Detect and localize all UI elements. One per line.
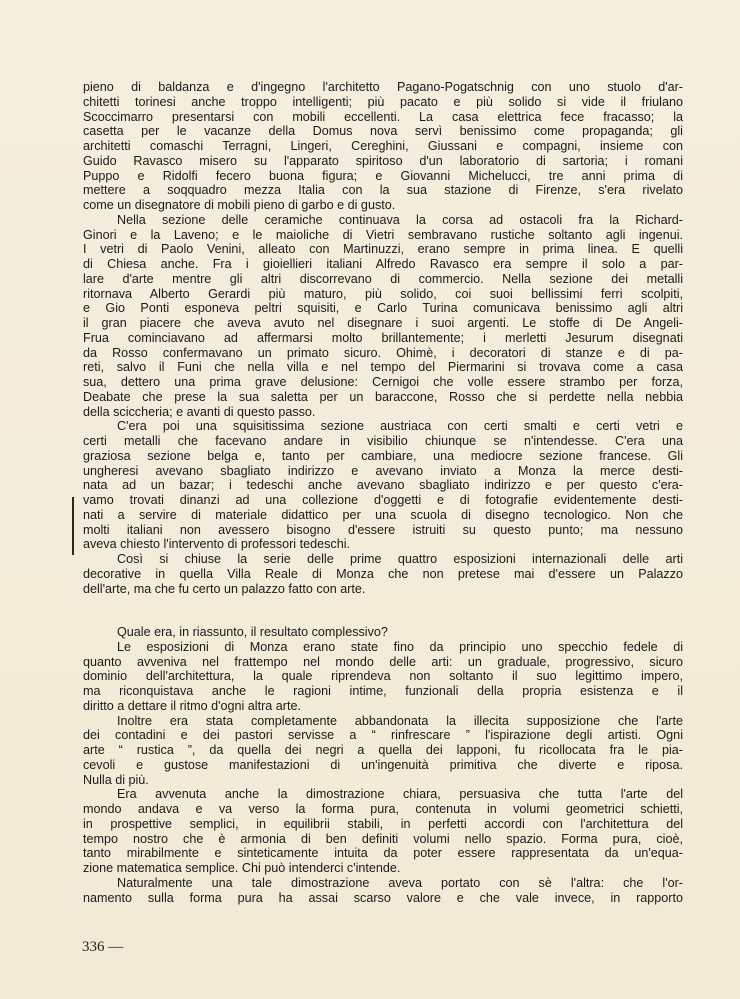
text-line: ungheresi avevano sbagliato indirizzo e avevano inviato a Monza la merce desti- (83, 463, 683, 478)
text-line: Puppo e Ridolfi fecero buona figura; e Giovanni Michelucci, tre anni prima di (83, 168, 683, 183)
text-line: Quale era, in riassunto, il resultato complessivo? (117, 625, 388, 639)
text-line: I vetri di Paolo Venini, alleato con Martinuzzi, erano sempre in prima linea. E quelli (83, 242, 683, 257)
text-line: arte “ rustica ”, da quella dei negri a quella dei lapponi, fu ricollocata fra le pia- (83, 743, 683, 757)
text-line: decorative in quella Villa Reale di Monza che non pretese mai d'essere un Palazzo (83, 566, 683, 581)
text-line: graziosa sezione belga e, tanto per cambiare, una mediocre sezione francese. Gli (83, 448, 683, 463)
text-line: Deabate che prese la sua saletta per un baraccone, Rosso che si perdette nella nebbia (83, 389, 683, 404)
text-line: nati a servire di materiale didattico per una scuola di disegno tecnologico. Non che (83, 507, 683, 522)
text-line: Scoccimarro presentarsi con mobili eccellenti. La casa elettrica fece fracasso; la (83, 109, 683, 124)
text-line: quanto avveniva nel frattempo nel mondo delle arti: un graduale, progressivo, sicuro (83, 654, 683, 669)
text-line: dei contadini e dei pastori servisse a “ rinfrescare ” l'ispirazione degli artisti. Ogni (83, 728, 683, 743)
text-line: mondo andava e va verso la forma pura, contenuta in volumi geometrici schietti, (83, 802, 683, 816)
text-line: Guido Ravasco misero su l'apparato spiritoso d'un laboratorio di sartoria; i romani (83, 153, 683, 168)
text-line: dominio dell'architettura, la quale riprendeva non soltanto il suo legittimo impero, (83, 669, 683, 684)
text-line: casetta per le vacanze della Domus nova servì benissimo come propaganda; gli (83, 124, 683, 139)
text-line: mettere a soqquadro mezza Italia con la sua stazione di Firenze, s'era rivelato (83, 183, 683, 198)
text-line: Nulla di più. (83, 772, 149, 787)
text-line: in prospettive semplici, in equilibrii stabili, in perfetti accordi con l'architettura del (83, 816, 683, 831)
text-line: tempo nostro che è armonia di ben definiti volumi nello spazio. Forma pura, cioè, (83, 831, 683, 846)
text-line: tanto mirabilmente e sinteticamente intuita da poter essere rappresentata da un'equa- (83, 846, 683, 861)
text-line: Inoltre era stata completamente abbandonata la illecita supposizione che l'arte (117, 713, 683, 728)
text-line: Nella sezione delle ceramiche continuava la corsa ad ostacoli fra la Richard- (117, 212, 683, 227)
text-line: architetti comaschi Terragni, Lingeri, Cereghini, Giussani e compagni, insieme con (83, 139, 683, 153)
page-number: 336 — (82, 939, 124, 955)
text-line: lare d'arte mentre gli altri discorrevano di commercio. Nella sezione dei metalli (83, 271, 683, 286)
body-text-section-2 (83, 625, 683, 905)
text-line: diritto a dettare il ritmo d'ogni altra arte. (83, 698, 301, 713)
text-line: ma riconquistava anche le ragioni intime, funzionali della propria esistenza e il (83, 684, 683, 698)
text-line: vamo trovati dinanzi ad una collezione d'oggetti e di fotografie evidentemente desti- (83, 493, 683, 507)
text-line: Naturalmente una tale dimostrazione aveva portato con sè l'altra: che l'or- (117, 875, 683, 890)
text-line: Ginori e la Laveno; e le maioliche di Vietri sembravano rustiche soltanto agli ingenui. (83, 227, 683, 242)
text-line: nata ad un bazar; i tedeschi anche avevano sbagliato indirizzo e per questo c'era- (83, 478, 683, 493)
text-line: di Chiesa anche. Fra i gioiellieri italiani Alfredo Ravasco era sempre il solo a par- (83, 257, 683, 271)
text-line: certi metalli che facevano andare in visibilio chiunque se n'intendesse. C'era una (83, 434, 683, 448)
margin-mark (72, 497, 74, 555)
text-line: cevoli e gustose manifestazioni di un'ingenuità primitiva che diverte e riposa. (83, 757, 683, 772)
text-line: dell'arte, ma che fu certo un palazzo fatto con arte. (83, 581, 366, 596)
text-line: Era avvenuta anche la dimostrazione chiara, persuasiva che tutta l'arte del (117, 787, 683, 802)
text-line: chitetti torinesi anche troppo intelligenti; più pacato e più solido si vide il friulano (83, 94, 683, 109)
text-line: Così si chiuse la serie delle prime quattro esposizioni internazionali delle arti (117, 552, 683, 566)
text-line: Frua cominciavano ad affermarsi molto brillantemente; i merletti Jesurum disegnati (83, 330, 683, 345)
text-line: reti, salvo il Funi che nella villa e nel tempo del Piermarini si trovava come a casa (83, 360, 683, 375)
text-line: molti italiani non avessero bisogno d'essere istruiti su questo punto; ma nessuno (83, 522, 683, 537)
text-line: da Rosso confermavano un primato sicuro. Ohimè, i decoratori di stanze e di pa- (83, 345, 683, 360)
text-line: sua, dettero una prima grave delusione: Cernigoi che volle essere strambo per forza, (83, 375, 683, 389)
text-line: pieno di baldanza e d'ingegno l'architetto Pagano-Pogatschnig con uno stuolo d'ar- (83, 80, 683, 94)
text-line: C'era poi una squisitissima sezione austriaca con certi smalti e certi vetri e (117, 419, 683, 434)
text-line: aveva chiesto l'intervento di professori tedeschi. (83, 537, 351, 552)
text-line: della sciccheria; e avanti di questo passo. (83, 404, 316, 419)
body-text-section-1 (83, 80, 683, 596)
text-line: Le esposizioni di Monza erano state fino da principio uno specchio fedele di (117, 639, 683, 654)
text-line: come un disegnatore di mobili pieno di garbo e di gusto. (83, 198, 396, 212)
text-line: zione matematica semplice. Chi può intenderci c'intende. (83, 861, 401, 875)
text-line: ritornava Alberto Gerardi più maturo, più solido, coi suoi bellissimi ferri scolpiti, (83, 286, 683, 301)
text-line: e Gio Ponti esponeva peltri squisiti, e Carlo Turina comunicava benissimo agli altri (83, 301, 683, 316)
text-line: il gran piacere che aveva avuto nel disegnare i suoi argenti. Le stoffe di De Angeli- (83, 316, 683, 330)
text-line: namento sulla forma pura ha assai scarso valore e che vale invece, in rapporto (83, 890, 683, 905)
